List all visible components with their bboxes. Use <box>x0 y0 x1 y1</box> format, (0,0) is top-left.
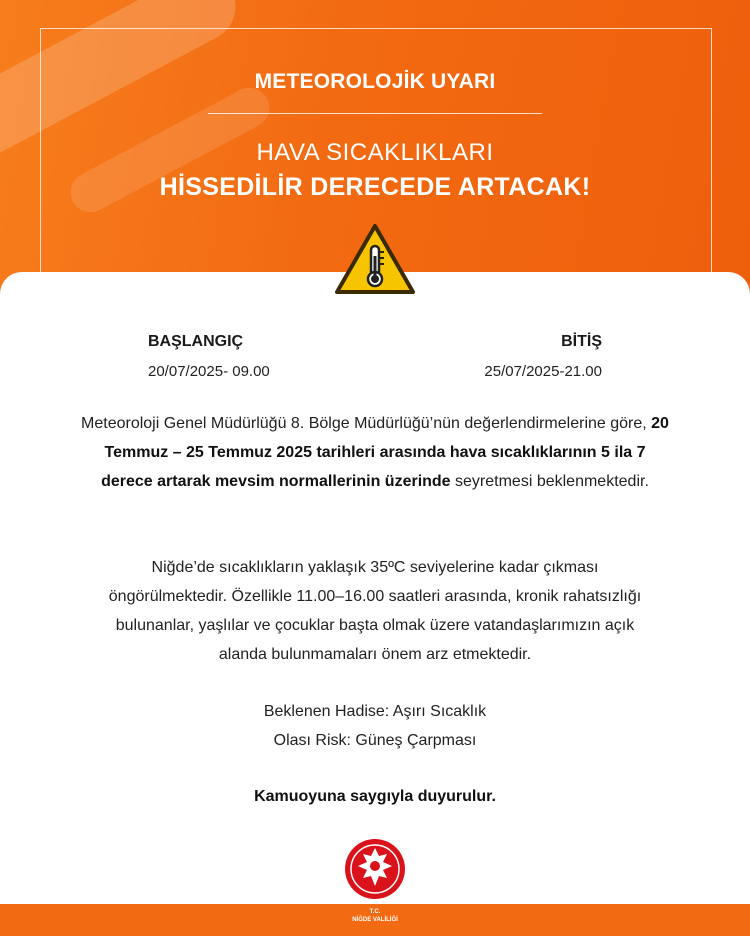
government-seal-icon <box>342 836 408 906</box>
possible-risk: Olası Risk: Güneş Çarpması <box>273 732 477 749</box>
start-date: 20/07/2025- 09.00 <box>148 363 270 380</box>
alert-label: METEOROLOJİK UYARI <box>254 70 496 93</box>
page-title-line2: HİSSEDİLİR DERECEDE ARTACAK! <box>159 173 591 201</box>
paragraph-1-highlight: 20 Temmuz – 25 Temmuz 2025 tarihleri arasında hava sıcaklıklarının 5 ila 7 derece artarak mevsim normallerinin üzerinde <box>101 415 669 490</box>
header-divider <box>208 113 542 114</box>
expected-event: Beklenen Hadise: Aşırı Sıcaklık <box>263 703 487 720</box>
organization-name <box>325 908 425 924</box>
closing-statement: Kamuoyuna saygıyla duyurulur. <box>254 788 496 805</box>
thermometer-warning-icon <box>333 222 417 298</box>
org-line-2: NİĞDE VALİLİĞİ <box>352 917 398 923</box>
end-label: BİTİŞ <box>561 333 602 350</box>
paragraph-1-intro: Meteoroloji Genel Müdürlüğü 8. Bölge Müdürlüğü’nün değerlendirmelerine göre, <box>81 415 652 432</box>
start-label: BAŞLANGIÇ <box>148 333 244 350</box>
announcement-paragraph-2: Niğde’de sıcaklıkların yaklaşık 35ºC seviyelerine kadar çıkması öngörülmektedir. Özellikle 11.00–16.00 saatleri arasında, kronik rahatsızlığı bulunanlar, yaşlılar ve çocuklar başta olmak üzere vatandaşlarımızın açık alanda bulunmamaları önem arz etmektedir. <box>108 559 642 663</box>
org-line-1: T.C. <box>369 909 381 915</box>
paragraph-1-end: seyretmesi beklenmektedir. <box>450 473 649 490</box>
page-title-line1: HAVA SICAKLIKLARI <box>256 139 494 166</box>
end-date: 25/07/2025-21.00 <box>484 363 602 380</box>
announcement-paragraph-1 <box>80 409 670 496</box>
